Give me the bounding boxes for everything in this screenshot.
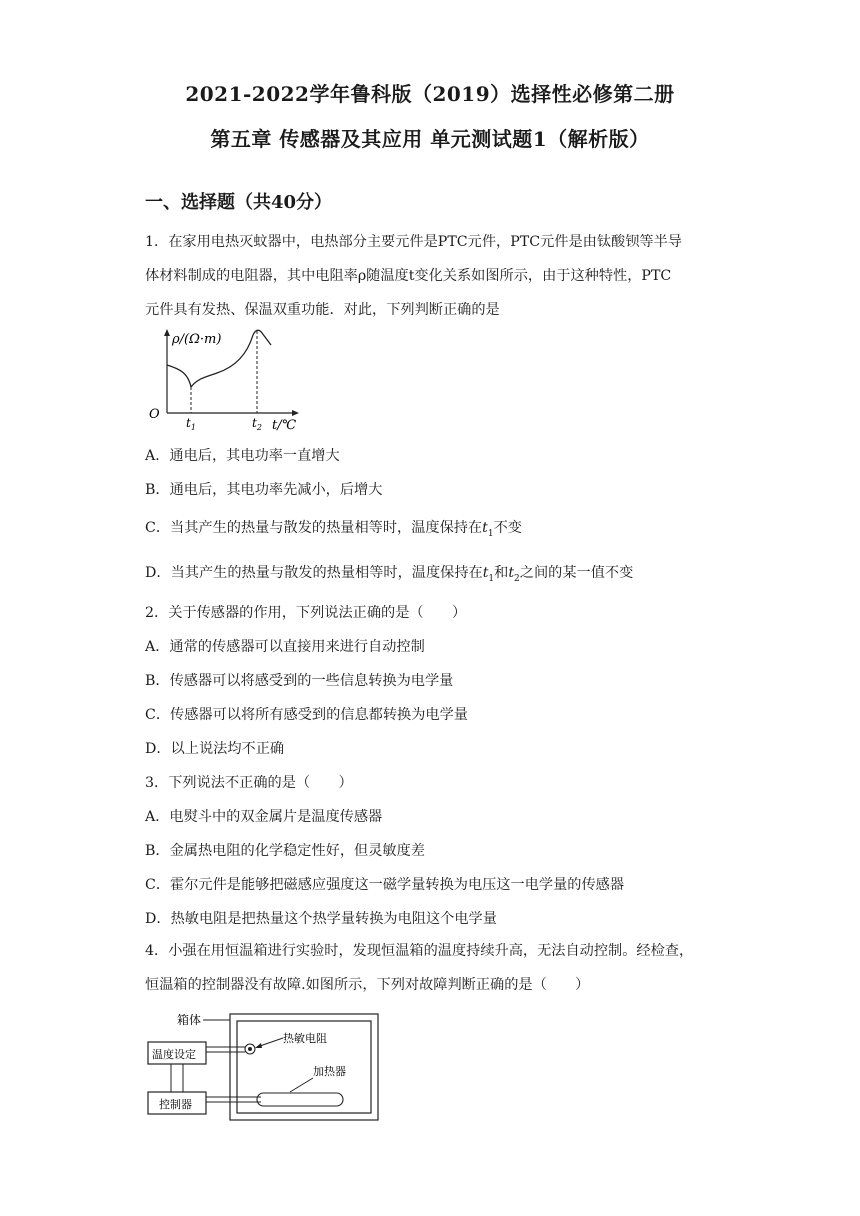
heater-label: 加热器 (313, 1065, 346, 1078)
x-axis-label: t/℃ (272, 418, 297, 433)
heater-pointer (290, 1078, 313, 1092)
heater-symbol (257, 1093, 343, 1106)
q3-option-c[interactable]: C．霍尔元件是能够把磁感应强度这一磁学量转换为电压这一电学量的传感器 (145, 877, 625, 893)
y-axis-arrow (164, 329, 170, 336)
q3-option-d[interactable]: D．热敏电阻是把热量这个热学量转换为电阻这个电学量 (145, 911, 497, 927)
temp-setting-label: 温度设定 (152, 1048, 196, 1061)
q1-option-d[interactable]: D．当其产生的热量与散发的热量相等时，温度保持在$t_1$和$t_2$之间的某一值不变 (145, 565, 634, 584)
q1-stem-line-2: 体材料制成的电阻器，其中电阻率ρ随温度t变化关系如图所示，由于这种特性，PTC (145, 268, 672, 284)
t1-label: $t_1$ (186, 416, 196, 432)
box-label: 箱体 (177, 1013, 202, 1027)
x-axis-arrow (292, 410, 299, 416)
title-line-1: 2021-2022学年鲁科版（2019）选择性必修第二册 (185, 82, 675, 106)
controller-label: 控制器 (159, 1098, 192, 1111)
q4-stem-line-1: 4．小强在用恒温箱进行实验时，发现恒温箱的温度持续升高，无法自动控制。经检查， (145, 943, 694, 959)
q1-option-c[interactable]: C．当其产生的热量与散发的热量相等时，温度保持在$t_1$不变 (145, 520, 522, 539)
thermistor-label: 热敏电阻 (283, 1032, 327, 1045)
q1-stem-line-1: 1．在家用电热灭蚊器中，电热部分主要元件是PTC元件，PTC元件是由钛酸钡等半导 (145, 234, 682, 250)
origin-label: O (149, 407, 160, 422)
title-line-2: 第五章 传感器及其应用 单元测试题1（解析版） (210, 127, 650, 151)
q4-stem-line-2: 恒温箱的控制器没有故障.如图所示，下列对故障判断正确的是（ ） (145, 977, 590, 993)
thermistor-arrow (255, 1043, 262, 1048)
q3-option-b[interactable]: B．金属热电阻的化学稳定性好，但灵敏度差 (145, 843, 425, 859)
y-axis-label: ρ/(Ω·m) (172, 332, 222, 347)
q1-resistivity-graph (145, 325, 315, 435)
q2-option-c[interactable]: C．传感器可以将所有感受到的信息都转换为电学量 (145, 707, 468, 723)
t2-label: $t_2$ (252, 416, 262, 432)
q3-option-a[interactable]: A．电熨斗中的双金属片是温度传感器 (145, 809, 383, 825)
q2-option-a[interactable]: A．通常的传感器可以直接用来进行自动控制 (145, 639, 425, 655)
thermistor-dot (248, 1047, 252, 1051)
box-outer (230, 1014, 378, 1120)
q1-stem-line-3: 元件具有发热、保温双重功能．对此，下列判断正确的是 (145, 302, 500, 318)
q3-stem: 3．下列说法不正确的是（ ） (145, 775, 353, 791)
q2-option-d[interactable]: D．以上说法均不正确 (145, 741, 285, 757)
q2-option-b[interactable]: B．传感器可以将感受到的一些信息转换为电学量 (145, 673, 454, 689)
section-title: 一、选择题（共40分） (145, 192, 333, 213)
q4-thermostat-diagram (145, 1008, 385, 1128)
q1-option-b[interactable]: B．通电后，其电功率先减小，后增大 (145, 482, 383, 498)
q1-option-a[interactable]: A．通电后，其电功率一直增大 (145, 448, 340, 464)
q2-stem: 2．关于传感器的作用，下列说法正确的是（ ） (145, 605, 467, 621)
